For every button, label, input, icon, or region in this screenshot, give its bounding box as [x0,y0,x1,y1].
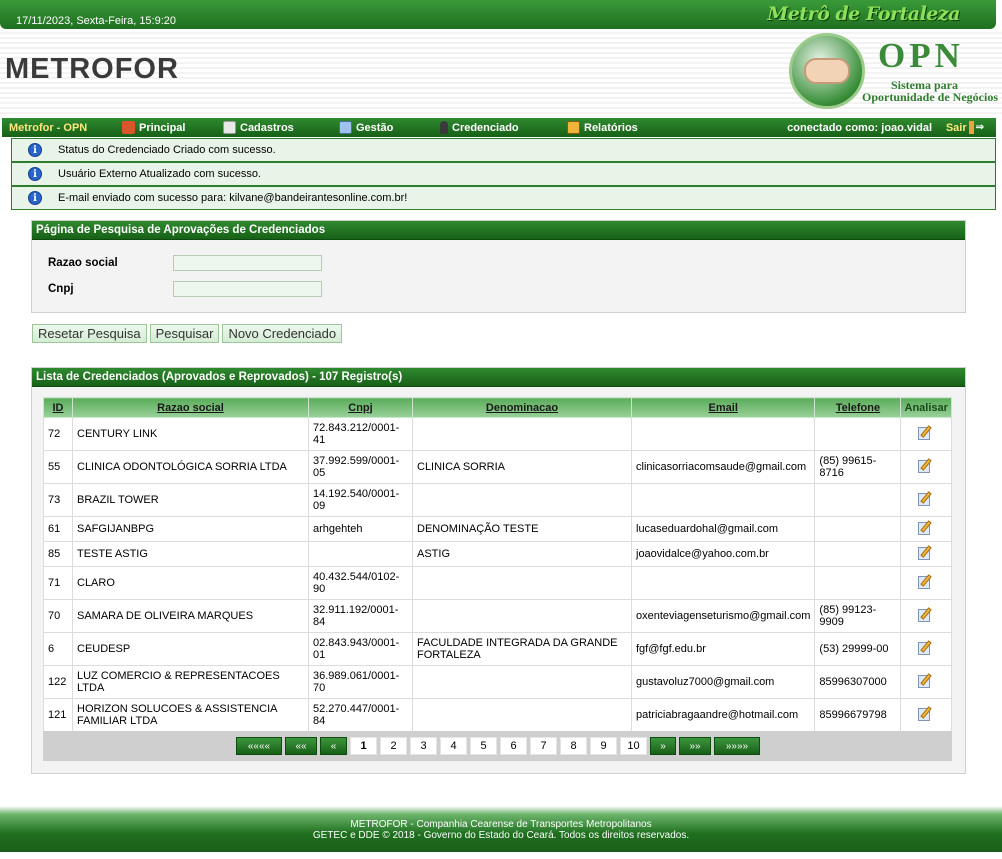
page-8[interactable]: 8 [560,737,587,755]
message-text: E-mail enviado com sucesso para: kilvane@bandeirantesonline.com.br! [58,192,408,204]
footer [0,806,1002,852]
nav-item-label: Credenciado [452,121,519,134]
home-icon [122,121,135,134]
table-row [44,418,952,451]
cell-id: 55 [44,451,73,484]
cell-cnpj [309,542,413,567]
nav-item-label: Gestão [356,121,394,134]
cell-denominacao [413,600,632,633]
arrow-right-icon: ⇒ [975,122,984,133]
table-row [44,542,952,567]
edit-icon[interactable] [918,425,934,441]
message-text: Usuário Externo Atualizado com sucesso. [58,168,261,180]
person-icon [440,121,448,134]
cell-telefone: 85996307000 [815,666,901,699]
cell-razao-social: CEUDESP [73,633,309,666]
nav-item-credenciado[interactable] [440,121,567,134]
table-row [44,699,952,732]
cell-telefone [815,567,901,600]
cnpj-label: Cnpj [48,283,74,295]
cell-cnpj: 40.432.544/0102-90 [309,567,413,600]
cell-telefone [815,517,901,542]
page-4[interactable]: 4 [440,737,467,755]
opn-title: OPN [878,36,964,75]
edit-icon[interactable] [918,607,934,623]
credenciados-table [43,397,952,732]
cell-id: 85 [44,542,73,567]
cell-analisar [901,517,952,542]
logged-user: conectado como: joao.vidal [787,121,932,134]
cell-id: 70 [44,600,73,633]
cell-razao-social: TESTE ASTIG [73,542,309,567]
main-nav [2,118,996,137]
edit-icon[interactable] [918,640,934,656]
nav-item-gestao[interactable] [339,121,440,134]
first-page-button[interactable]: «««« [236,737,282,755]
column-header-razao-social[interactable]: Razao social [73,398,309,418]
cell-telefone [815,542,901,567]
edit-icon[interactable] [918,520,934,536]
search-panel-title: Página de Pesquisa de Aprovações de Credenciados [32,221,965,240]
door-icon [969,121,974,134]
nav-item-cadastros[interactable] [223,121,339,134]
cell-analisar [901,699,952,732]
info-icon: i [28,167,42,181]
table-row [44,633,952,666]
table-row [44,666,952,699]
page-1[interactable]: 1 [350,737,377,755]
new-credenciado-button[interactable]: Novo Credenciado [222,324,342,343]
cell-denominacao [413,567,632,600]
info-icon: i [28,191,42,205]
page-9[interactable]: 9 [590,737,617,755]
prev-block-button[interactable]: «« [285,737,317,755]
cell-telefone: (85) 99123-9909 [815,600,901,633]
cell-denominacao: DENOMINAÇÃO TESTE [413,517,632,542]
next-page-button[interactable]: » [650,737,676,755]
cell-id: 73 [44,484,73,517]
action-buttons [32,324,342,343]
cell-cnpj: 36.989.061/0001-70 [309,666,413,699]
cell-id: 71 [44,567,73,600]
cell-razao-social: CENTURY LINK [73,418,309,451]
metro-fortaleza-logo: Metrô de Fortaleza [767,3,960,25]
cell-email: clinicasorriacomsaude@gmail.com [632,451,815,484]
top-bar [0,0,996,29]
cell-email [632,567,815,600]
cell-razao-social: LUZ COMERCIO & REPRESENTACOES LTDA [73,666,309,699]
cell-razao-social: CLINICA ODONTOLÓGICA SORRIA LTDA [73,451,309,484]
cell-email [632,418,815,451]
cell-analisar [901,484,952,517]
cell-razao-social: CLARO [73,567,309,600]
prev-page-button[interactable]: « [320,737,347,755]
table-row [44,451,952,484]
cell-analisar [901,567,952,600]
cnpj-input[interactable] [173,281,322,297]
cell-denominacao [413,484,632,517]
page-5[interactable]: 5 [470,737,497,755]
edit-icon[interactable] [918,574,934,590]
header [0,29,1002,116]
table-row [44,600,952,633]
search-button[interactable]: Pesquisar [150,324,220,343]
cell-id: 61 [44,517,73,542]
nav-item-label: Principal [139,121,186,134]
edit-icon[interactable] [918,458,934,474]
cell-cnpj: 37.992.599/0001-05 [309,451,413,484]
page-3[interactable]: 3 [410,737,437,755]
table-row [44,484,952,517]
page-10[interactable]: 10 [620,737,647,755]
cell-cnpj: 02.843.943/0001-01 [309,633,413,666]
cell-telefone [815,484,901,517]
chart-icon [339,121,352,134]
edit-icon[interactable] [918,673,934,689]
cell-analisar [901,666,952,699]
cnpj-row [48,281,322,297]
cell-telefone [815,418,901,451]
cell-denominacao: CLINICA SORRIA [413,451,632,484]
edit-icon[interactable] [918,491,934,507]
cell-razao-social: SAFGIJANBPG [73,517,309,542]
cell-analisar [901,633,952,666]
cell-email: lucaseduardohal@gmail.com [632,517,815,542]
opn-subtitle-1: Sistema para [891,78,958,92]
cell-email: gustavoluz7000@gmail.com [632,666,815,699]
cell-denominacao [413,418,632,451]
cell-cnpj: arhgehteh [309,517,413,542]
cell-id: 122 [44,666,73,699]
razao-social-input[interactable] [173,255,322,271]
cell-id: 121 [44,699,73,732]
cell-id: 6 [44,633,73,666]
cell-cnpj: 72.843.212/0001-41 [309,418,413,451]
cell-analisar [901,418,952,451]
cell-denominacao [413,666,632,699]
cell-analisar [901,542,952,567]
table-row [44,567,952,600]
logout-label: Sair [945,121,967,134]
next-block-button[interactable]: »» [679,737,711,755]
cell-id: 72 [44,418,73,451]
reset-search-button[interactable]: Resetar Pesquisa [32,324,147,343]
nav-item-principal[interactable] [122,121,223,134]
footer-line-2: GETEC e DDE © 2018 - Governo do Estado do Ceará. Todos os direitos reservados. [312,830,690,841]
page-6[interactable]: 6 [500,737,527,755]
cell-denominacao [413,699,632,732]
cell-telefone: (85) 99615-8716 [815,451,901,484]
info-icon: i [28,143,42,157]
cell-cnpj: 52.270.447/0001-84 [309,699,413,732]
opn-subtitle-2: Oportunidade de Negócios [862,90,999,104]
column-header-cnpj[interactable]: Cnpj [309,398,413,418]
column-header-analisar: Analisar [901,398,952,418]
column-header-telefone[interactable]: Telefone [815,398,901,418]
razao-social-label: Razao social [48,257,118,269]
message-bar [11,138,996,162]
edit-icon[interactable] [918,706,934,722]
last-page-button[interactable]: »»»» [714,737,760,755]
nav-item-label: Cadastros [240,121,294,134]
cell-email: fgf@fgf.edu.br [632,633,815,666]
message-bar [11,162,996,186]
metrofor-logo: METROFOR [5,53,179,85]
cell-email: patriciabragaandre@hotmail.com [632,699,815,732]
cell-analisar [901,600,952,633]
cell-cnpj: 32.911.192/0001-84 [309,600,413,633]
column-header-id[interactable]: ID [44,398,73,418]
cell-email [632,484,815,517]
pagination [236,737,760,755]
list-panel-title: Lista de Credenciados (Aprovados e Reprovados) - 107 Registro(s) [32,368,965,387]
app-name[interactable]: Metrofor - OPN [9,121,88,134]
column-header-email[interactable]: Email [632,398,815,418]
message-text: Status do Credenciado Criado com sucesso. [58,144,276,156]
page-7[interactable]: 7 [530,737,557,755]
razao-social-row [48,255,322,271]
document-icon [223,121,236,134]
cell-razao-social: BRAZIL TOWER [73,484,309,517]
cell-email: oxenteviagenseturismo@gmail.com [632,600,815,633]
datetime-text: 17/11/2023, Sexta-Feira, 15:9:20 [16,15,177,27]
cell-email: joaovidalce@yahoo.com.br [632,542,815,567]
nav-item-relatorios[interactable] [567,121,638,134]
search-panel [31,220,966,313]
cell-razao-social: HORIZON SOLUCOES & ASSISTENCIA FAMILIAR LTDA [73,699,309,732]
table-header [44,398,952,418]
cell-telefone: 85996679798 [815,699,901,732]
cell-cnpj: 14.192.540/0001-09 [309,484,413,517]
books-icon [567,121,580,134]
cell-denominacao: FACULDADE INTEGRADA DA GRANDE FORTALEZA [413,633,632,666]
message-bar [11,186,996,210]
logout-button[interactable] [946,121,984,134]
table-row [44,517,952,542]
nav-item-label: Relatórios [584,121,638,134]
edit-icon[interactable] [918,545,934,561]
cell-telefone: (53) 29999-00 [815,633,901,666]
page-2[interactable]: 2 [380,737,407,755]
cell-denominacao: ASTIG [413,542,632,567]
column-header-denominacao[interactable]: Denominacao [413,398,632,418]
footer-line-1: METROFOR - Companhia Cearense de Transportes Metropolitanos [350,819,652,830]
cell-analisar [901,451,952,484]
cell-razao-social: SAMARA DE OLIVEIRA MARQUES [73,600,309,633]
handshake-icon [789,33,865,109]
